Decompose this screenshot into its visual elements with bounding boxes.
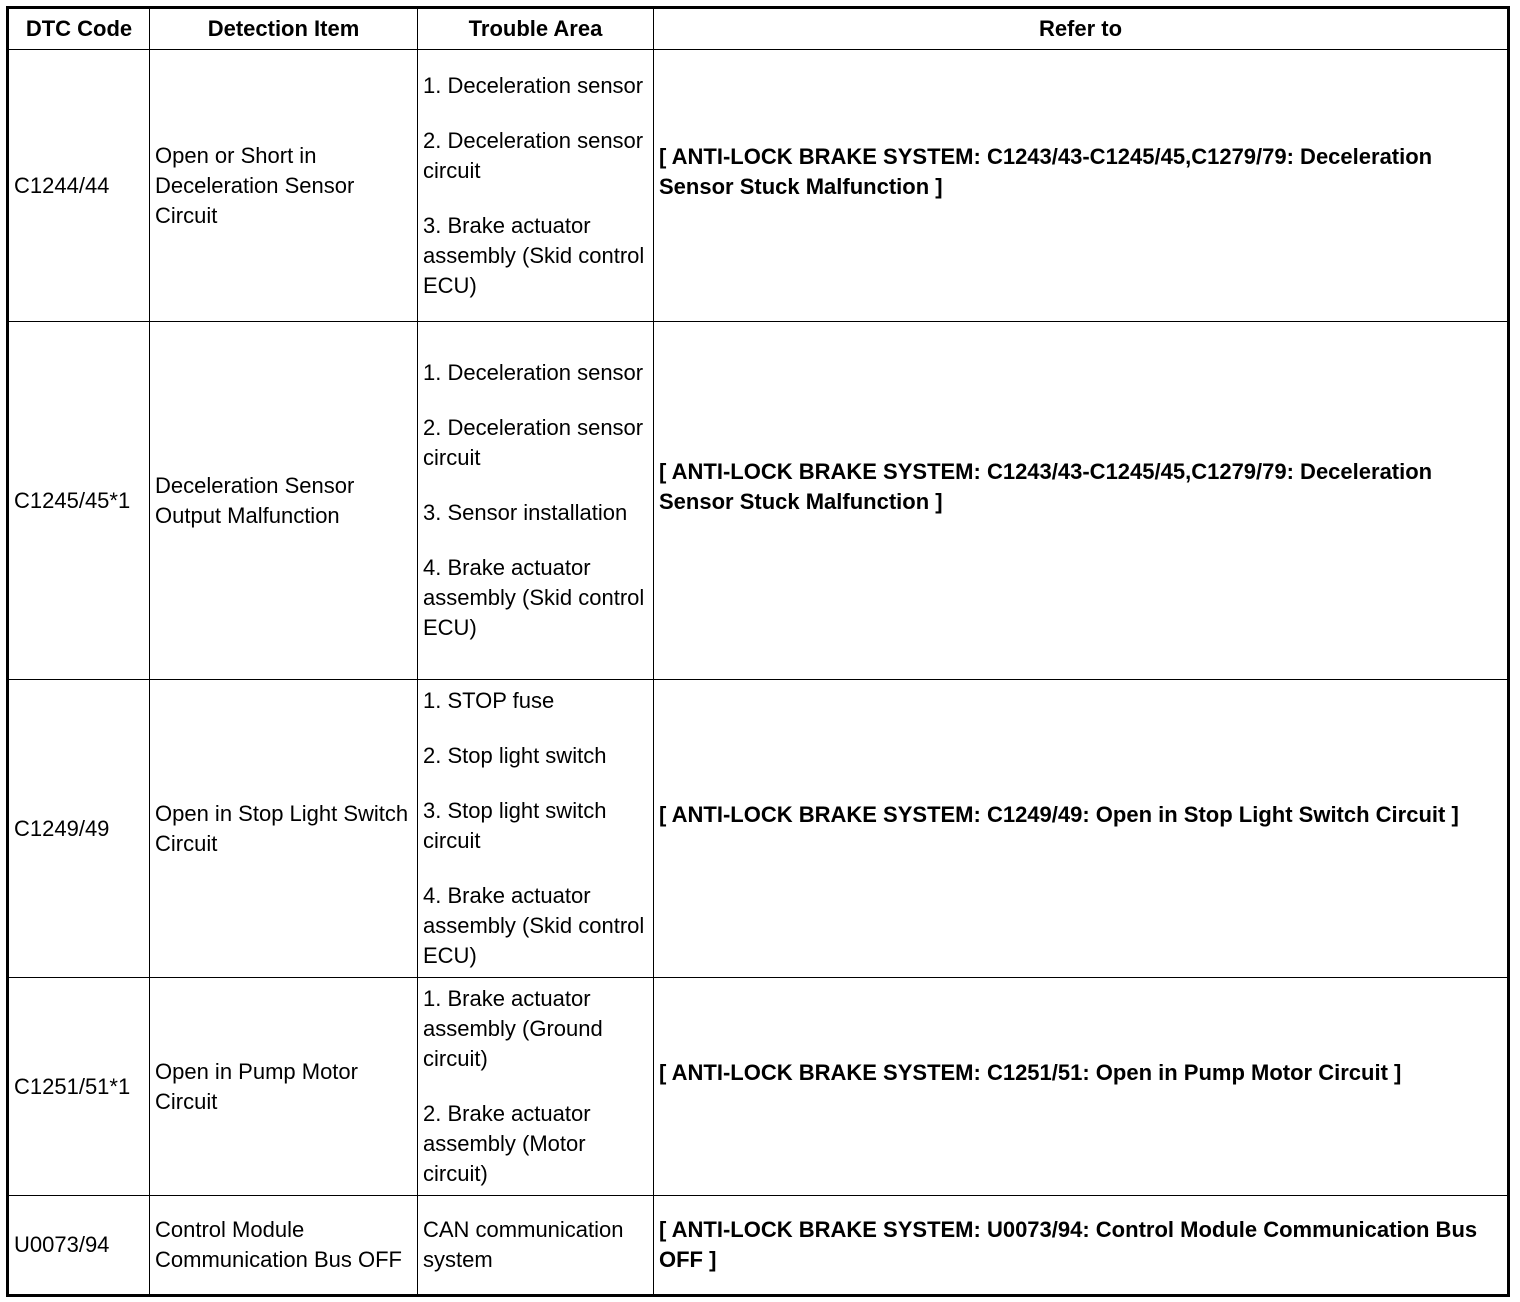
dtc-code-cell: C1249/49 xyxy=(8,680,150,978)
trouble-area-cell xyxy=(418,978,654,1196)
refer-to-link[interactable]: [ ANTI-LOCK BRAKE SYSTEM: U0073/94: Control Module Communication Bus OFF ] xyxy=(659,1217,1478,1272)
refer-to-link[interactable]: [ ANTI-LOCK BRAKE SYSTEM: C1243/43-C1245/45,C1279/79: Deceleration Sensor Stuck Malfunction ] xyxy=(659,458,1433,514)
refer-to-cell xyxy=(654,1196,1509,1296)
refer-to-cell xyxy=(654,50,1509,322)
trouble-area-item: 3. Sensor installation xyxy=(423,500,628,525)
trouble-area-item: 2. Brake actuator assembly (Motor circuit) xyxy=(423,1101,591,1186)
trouble-area-item: CAN communication system xyxy=(423,1217,624,1272)
header-dtc-code: DTC Code xyxy=(8,8,150,50)
trouble-area-item: 2. Deceleration sensor circuit xyxy=(423,127,644,183)
refer-to-link[interactable]: [ ANTI-LOCK BRAKE SYSTEM: C1251/51: Open in Pump Motor Circuit ] xyxy=(659,1059,1402,1085)
trouble-area-item: 4. Brake actuator assembly (Skid control ECU) xyxy=(423,883,645,968)
detection-item-cell: Deceleration Sensor Output Malfunction xyxy=(150,322,418,680)
trouble-area-cell xyxy=(418,1196,654,1296)
dtc-code-cell: C1245/45*1 xyxy=(8,322,150,680)
trouble-area-item: 3. Brake actuator assembly (Skid control ECU) xyxy=(423,212,645,298)
trouble-area-item: 1. Deceleration sensor xyxy=(423,72,644,98)
refer-to-cell xyxy=(654,322,1509,680)
table-row xyxy=(8,680,1509,978)
header-trouble-area: Trouble Area xyxy=(418,8,654,50)
trouble-area-cell xyxy=(418,680,654,978)
table-header-row xyxy=(8,8,1509,50)
trouble-area-item: 1. Brake actuator assembly (Ground circuit) xyxy=(423,986,603,1071)
trouble-area-item: 2. Deceleration sensor circuit xyxy=(423,415,644,470)
refer-to-cell xyxy=(654,680,1509,978)
table-row xyxy=(8,50,1509,322)
trouble-area-cell xyxy=(418,322,654,680)
detection-item-cell: Open in Pump Motor Circuit xyxy=(150,978,418,1196)
detection-item-cell: Open in Stop Light Switch Circuit xyxy=(150,680,418,978)
dtc-code-cell: U0073/94 xyxy=(8,1196,150,1296)
refer-to-link[interactable]: [ ANTI-LOCK BRAKE SYSTEM: C1243/43-C1245/45,C1279/79: Deceleration Sensor Stuck Malfunction ] xyxy=(659,143,1433,199)
table-row xyxy=(8,1196,1509,1296)
table-row xyxy=(8,322,1509,680)
dtc-table xyxy=(6,6,1510,1297)
refer-to-link[interactable]: [ ANTI-LOCK BRAKE SYSTEM: C1249/49: Open in Stop Light Switch Circuit ] xyxy=(659,801,1459,827)
trouble-area-item: 3. Stop light switch circuit xyxy=(423,798,607,853)
trouble-area-item: 1. Deceleration sensor xyxy=(423,360,644,385)
detection-item-cell: Open or Short in Deceleration Sensor Circuit xyxy=(150,50,418,322)
trouble-area-item: 2. Stop light switch xyxy=(423,743,607,768)
trouble-area-item: 1. STOP fuse xyxy=(423,688,555,713)
header-refer-to: Refer to xyxy=(654,8,1509,50)
table-row xyxy=(8,978,1509,1196)
dtc-code-cell: C1251/51*1 xyxy=(8,978,150,1196)
dtc-code-cell: C1244/44 xyxy=(8,50,150,322)
trouble-area-item: 4. Brake actuator assembly (Skid control ECU) xyxy=(423,555,645,640)
header-detection-item: Detection Item xyxy=(150,8,418,50)
trouble-area-cell xyxy=(418,50,654,322)
refer-to-cell xyxy=(654,978,1509,1196)
detection-item-cell: Control Module Communication Bus OFF xyxy=(150,1196,418,1296)
